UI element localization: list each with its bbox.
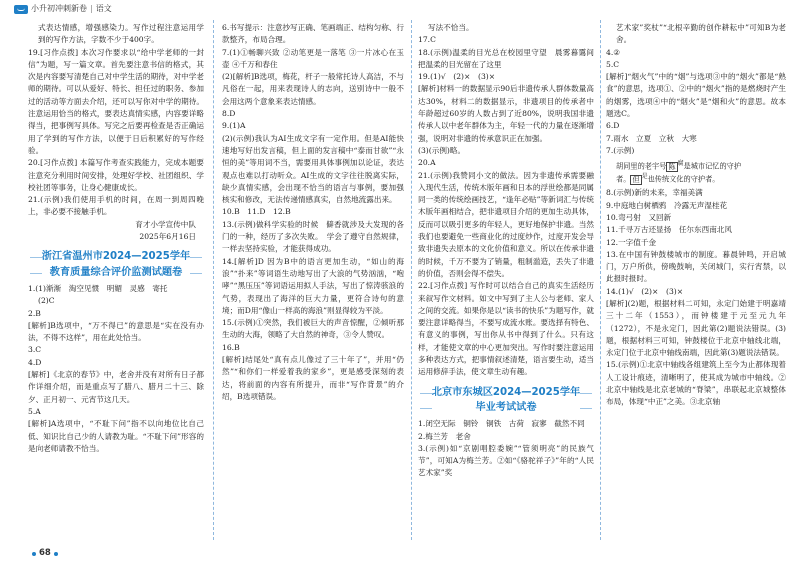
answer-column-1 — [28, 22, 204, 455]
correction-line — [616, 172, 786, 185]
answer-text: 13.(示例)做科学实验的时候 僻香就涉及大发现的各门的一种，经历了多次失败。 学会了遵守自然规律，一样去坚持实验，才能获得成功。 — [222, 219, 404, 254]
answer-text: 21.(示例)我们使用手机的时间，在周一到周四晚上，非必要不接触手机。 — [28, 195, 204, 217]
analysis-text: [解析]《北京的春节》中，老舍并没有对所有日子都作详细介绍，而是重点写了腊八、腊月二十三、除夕、正月初一、元宵节这几天。 — [28, 370, 204, 404]
answer-text: 18.(示例)温柔的目光总在校园里守望 晨雾暮霭间把温柔的目光留在了这里 — [418, 47, 594, 69]
page-dot-icon — [32, 552, 36, 556]
header-separator: | — [90, 4, 93, 14]
answer-text: 4.② — [606, 47, 621, 57]
subject-label: 语文 — [95, 4, 112, 14]
answer-text: 8.D — [222, 109, 236, 119]
column-divider — [600, 20, 601, 540]
answer-text: 6.书写提示：注意抄写正确、笔画端正、结构匀称、行款整齐，布局合理。 — [222, 23, 404, 45]
analysis-text: (2)[解析]B选项，梅花，杆子一般常托诗人高洁，不与凡俗在一起，用来表现诗人的志向，送别诗中一般不会用这两个意象来表达情感。 — [222, 72, 404, 106]
analysis-text: [解析]材料一的数据显示90后非遗传承人群体数量高达30%，材料二的数据显示，非遗项目的传承者中年龄超过60岁的人数占到了近80%，说明我国非遗传承人以中老年群体为主，年轻一代的力量在逐渐增强，说明对非遗的传承意识正在加强。 — [418, 84, 594, 143]
answer-text: 15.(示例)①突然，我们被巨大的声音惊醒，②倾听那生动的大海，领略了大自然的神奇，③令人赞叹。 — [222, 318, 404, 340]
analysis-text: [解析](2)题，根据材料二可知，永定门始建于明嘉靖三十二年（1553），而钟楼建于元至元九年（1272），不是永定门，因此第(2)题说法错误。(3)题，根据材料三可知，钟鼓楼位于北京中轴线北端，永定门位于北京中轴线南端，因此第(3)题说法错误。 — [606, 299, 786, 358]
figure-text: 者。 — [616, 174, 631, 184]
series-title: 小升初冲刺新卷 — [31, 4, 87, 14]
answer-text: (2)(示例)我认为AI生成文字有一定作用。但是AI能快速地写好出发言稿，但上面的发言稿中“泰而甘欲”“永恒的美”等用词不当，需要用具体事例加以论证，表达观点也难以打动听众。AI生成的文字往往脱离实际，缺少真情实感，会出现不恰当的语言与事例，要加强核实和修改，无法传递情感真实，自然地流露出来。 — [222, 133, 404, 205]
answer-text: 15.(示例)①北京中轴线各组建筑上至今为止都体现着人工设计痕迹，清晰明了，使其成为城市中轴线。②北京中轴线是北京老城的“脊梁”，串联起北京城整体布局，体现“中正”之美。③北京轴 — [606, 360, 786, 407]
answer-text: 7.(示例) — [606, 145, 635, 155]
exam-title-line: 毕业考试试卷 — [418, 400, 594, 416]
answer-text: 4.D — [28, 357, 42, 367]
exam-title — [418, 385, 594, 417]
answer-text: 5.A — [28, 406, 41, 416]
answer-text: 5.C — [606, 59, 620, 69]
answer-text: 14.(1)√ (2)× (3)× — [606, 286, 684, 296]
answer-text: 1.(1)渐渐 淘空见惯 明媚 灵感 寄托 — [28, 283, 168, 293]
answer-column-3 — [418, 22, 594, 480]
answer-text: 10.B 11.D 12.B — [222, 207, 291, 217]
answer-text: 20.A — [418, 158, 436, 168]
answer-text: 6.D — [606, 121, 620, 131]
answer-text: 11.千寻万古还显扬 任尔东西南北风 — [606, 225, 732, 235]
answer-text: 10.弯弓射 又回新 — [606, 212, 672, 222]
answer-text: (3)(示例)略。 — [418, 145, 466, 155]
answer-text: 艺术家”奖杖”“北根辛勤的创作耕耘中”可知B为老舍。 — [616, 23, 786, 45]
analysis-text: [解析]A选项中，“不耻下问”指不以向地位比自己低、知识比自己少的人请教为耻。“不耻下问”形容的是向老师请教不恰当。 — [28, 419, 204, 453]
correction-mark: 是 — [641, 173, 648, 181]
answer-text: 式表达情感，增强感染力。写作过程注意运用学到的写作方法，字数不少于400字。 — [38, 23, 204, 45]
figure-text: 胡同里的老宇号 — [616, 161, 667, 171]
answer-text: 17.C — [418, 35, 436, 45]
column-divider — [213, 20, 214, 540]
exam-title-line: 浙江省温州市2024—2025学年 — [28, 249, 204, 265]
correction-figure — [616, 159, 786, 185]
exam-title — [28, 249, 204, 281]
answer-text: 19.(1)√ (2)× (3)× — [418, 72, 496, 82]
answer-text: 21.(示例)我赞同小文的做法。因为非遗传承需要融入现代生活，传统木版年画和日本的浮世绘都是同属同一类的传统绘画技艺，“逢年必贴”等新词汇与传统木版年画相结合，把非遗项目介绍的更加生动具体，反而可以吸引更多的年轻人，更好地保护非遗。当然我们也要避免一些商业化的过度炒作，过度开发会导致非遗失去原本的文化价值和意义。所以在传承非遗的时候，千万不要为了销量，粗制滥造，丢失了非遗的价值，否则会得不偿失。 — [418, 170, 594, 278]
book-icon — [14, 5, 28, 14]
page-number-text: 68 — [39, 548, 51, 559]
correction-line — [616, 159, 786, 172]
answer-text: 7.(1)①畅聊兴致 ②动笔更是一落笔 ③一片冰心在玉壶 ④千万和春住 — [222, 47, 404, 69]
answer-column-2 — [222, 22, 404, 403]
exam-title-line: 北京市东城区2024—2025学年 — [418, 385, 594, 401]
answer-text: 7.雨水 立夏 立秋 大寒 — [606, 133, 697, 143]
analysis-text: [解析]B选项中，“万不得已”的意思是“实在没有办法，不得不这样”，用在此处恰当。 — [28, 320, 204, 343]
correction-box: 但 — [632, 174, 640, 184]
answer-text: 20.[习作点拨] 本篇写作考查实践能力，完成本题要注意充分利用时间安排，处理好学校、社团组织、学校社团等事务，让身心健康成长。 — [28, 158, 204, 192]
column-divider — [411, 20, 412, 540]
answer-text: 9.中庭地白树栖鸦 冷露无声湿桂花 — [606, 200, 728, 210]
figure-text: 是城市记忆的守护 — [683, 161, 742, 171]
correction-mark: 腐 — [677, 160, 684, 168]
answer-text: 16.B — [222, 342, 240, 352]
answer-column-4 — [606, 22, 786, 409]
answer-text: 1.闭空无际 铜铃 铜铁 古荷 寂寥 截然不同 — [418, 419, 585, 429]
analysis-text: [解析]“烟火气”中的“烟”与选项③中的“烟火”都是“熟食”的意思，选项①、②中的“烟火”指的是燃烧时产生的烟雾，选项④中的“烟火”是“烟和火”的意思。故本题选C。 — [606, 72, 786, 119]
signature-date: 2025年6月16日 — [139, 232, 196, 242]
writing-tip: 22.[习作点拨] 写作时可以结合自己的真实生活经历来叙写作文材料。如文中写到了主人公与老师、家人之间的交流。如果你是以“读书的快乐”为题写作，就要注意详略得当，不要写成流水账。要选择有特色、有意义的事例，写出你从书中得到了什么。只有这样，才能使文章的中心更加突出。写作时要注意运用多种表达方式，把事情叙述清楚，语言要生动，适当运用修辞手法，使文章生动有趣。 — [418, 281, 594, 377]
answer-text: 写法不恰当。 — [428, 23, 474, 32]
page-dot-icon — [54, 552, 58, 556]
page-number — [32, 547, 58, 561]
analysis-text: 14.[解析]D 因为B中的语言更加生动，“如山的海浪”“扑来”等词语生动地写出了大浪的气势汹汹，“咆哮”“黑压压”等词语运用拟人手法，写出了惊涛骇浪的气势，表现出了海洋的巨大力量，更符合诗句的意境；而D用“像山一样高的海浪”则显得较为平淡。 — [222, 256, 404, 315]
signature-org: 育才小学宣传中队 — [135, 219, 196, 229]
answer-text: 8.(示例)新的未来，幸福美满 — [606, 188, 703, 198]
figure-text: 也传统文化的守护者。 — [647, 174, 720, 184]
page-header — [14, 3, 112, 16]
answer-text: 9.(1)A — [222, 121, 246, 131]
analysis-text: [解析]结尾处“真有点儿像过了三十年了”，并用“仍然”“和你们一样爱着我的家乡”，更是感受深刻的表达，将前面的内容有所提升，而非“写作背景”的介绍，B选项错误。 — [222, 355, 404, 401]
answer-text: 13.在中国有钟鼓楼城市的制度。暮晨钟鸣，开启城门，万户所供，傍晚鼓响，关闭城门，实行宵禁，以此报时报时。 — [606, 249, 786, 284]
correction-box: 陈 — [668, 161, 676, 171]
exam-title-line: 教育质量综合评价监测试题卷 — [28, 265, 204, 281]
answer-text: 19.[习作点拨] 本次习作要求以“给中学老师的一封信”为题，写一篇文章。首先要注意书信的格式，其次是内容要写清楚自己对中学生活的期待，对中学老师的期待。可以从爱好、特长、担任过的职务、参加过的活动等方面去介绍，还可以写你对中学的期待。注意运用恰当的格式，要表达真情实感，内容要详略得当，把事例写具体。写完之后要再检查是否正确运用了学到的写作方法，以便于日后积累好的写作经验。 — [28, 47, 204, 155]
answer-text: 3.C — [28, 345, 42, 355]
answer-text: 2.梅兰芳 老舍 — [418, 431, 471, 441]
answer-text: 2.B — [28, 308, 41, 318]
answer-text: (2)C — [38, 296, 55, 306]
answer-text: 12.一字值千金 — [606, 237, 657, 247]
analysis-text: 3.(示例)如“京剧唱腔委婉”“管须明亮”的民族气节”，可知A为梅兰芳。②如“《骆驼祥子》”年的“人民艺术家”奖 — [418, 443, 594, 478]
